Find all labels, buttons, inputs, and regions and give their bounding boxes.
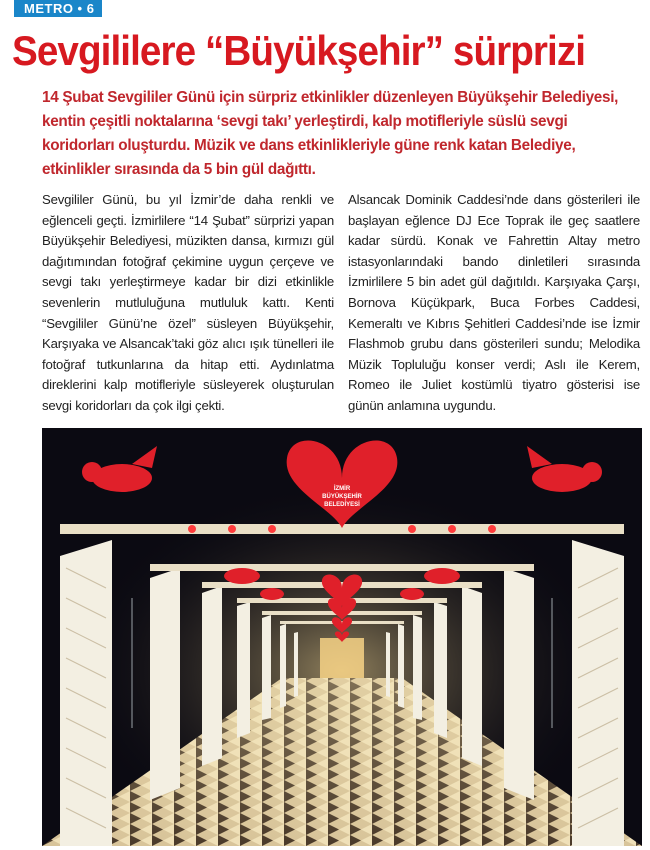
- light-tunnel-photo: [42, 428, 642, 846]
- section-tag: METRO • 6: [14, 0, 102, 17]
- headline: Sevgililere “Büyükşehir” sürprizi: [12, 27, 586, 74]
- heart-sign-line3: BELEDİYESİ: [324, 502, 360, 508]
- body-column-right: Alsancak Dominik Caddesi’nde dans gösterileri ile başlayan eğlence DJ Ece Toprak ile geç saatlere kadar sürdü. Konak ve Fahrettin Altay metro istasyonlarındaki bando dinletileri sırasında İzmirlilere 5 bin adet gül dağıtıldı. Karşıyaka Çarşı, Bornova Küçükpark, Buca Forbes Caddesi, Kemeraltı ve Kıbrıs Şehitleri Caddesi’nde ise İzmir Flashmob grubu dans gösterileri sundu; Melodika Müzik Topluluğu konser verdi; Aslı ile Kerem, Romeo ile Juliet kostümlü tiyatro gösterisi ise günün anlamına uygundu.: [348, 192, 640, 413]
- lede: 14 Şubat Sevgililer Günü için sürpriz etkinlikler düzenleyen Büyükşehir Belediyesi, kentin çeşitli noktalarına ‘sevgi takı’ yerleştirdi, kalp motifleriyle süslü sevgi koridorları oluşturdu. Müzik ve dans etkinlikleriyle güne renk katan Belediye, etkinlikler sırasında da 5 bin gül dağıttı.: [42, 89, 619, 178]
- light-tunnel-illustration: [42, 428, 642, 846]
- heart-sign-line1: İZMİR: [333, 486, 351, 492]
- body-column-left: Sevgililer Günü, bu yıl İzmir’de daha renkli ve eğlenceli geçti. İzmirlilere “14 Şubat” sürprizi yapan Büyükşehir Belediyesi, müzikten dansa, kırmızı gül dağıtımından fotoğraf çekimine uygun çerçeve ve sevgi takı yerleştirmeye kadar bir dizi etkinlikle sevenlerin mutluluğuna mutluluk kattı. Kenti “Sevgililer Günü’ne özel” süsleyen Büyükşehir, Karşıyaka ve Alsancak’taki göz alıcı ışık tünelleri ile fotoğraf tutkunlarına da hitap etti. Aydınlatma direklerini kalp motifleriyle süsleyerek oluşturulan sevgi koridorları da çok ilgi çekti.: [42, 192, 334, 413]
- heart-sign-line2: BÜYÜKŞEHİR: [322, 494, 362, 500]
